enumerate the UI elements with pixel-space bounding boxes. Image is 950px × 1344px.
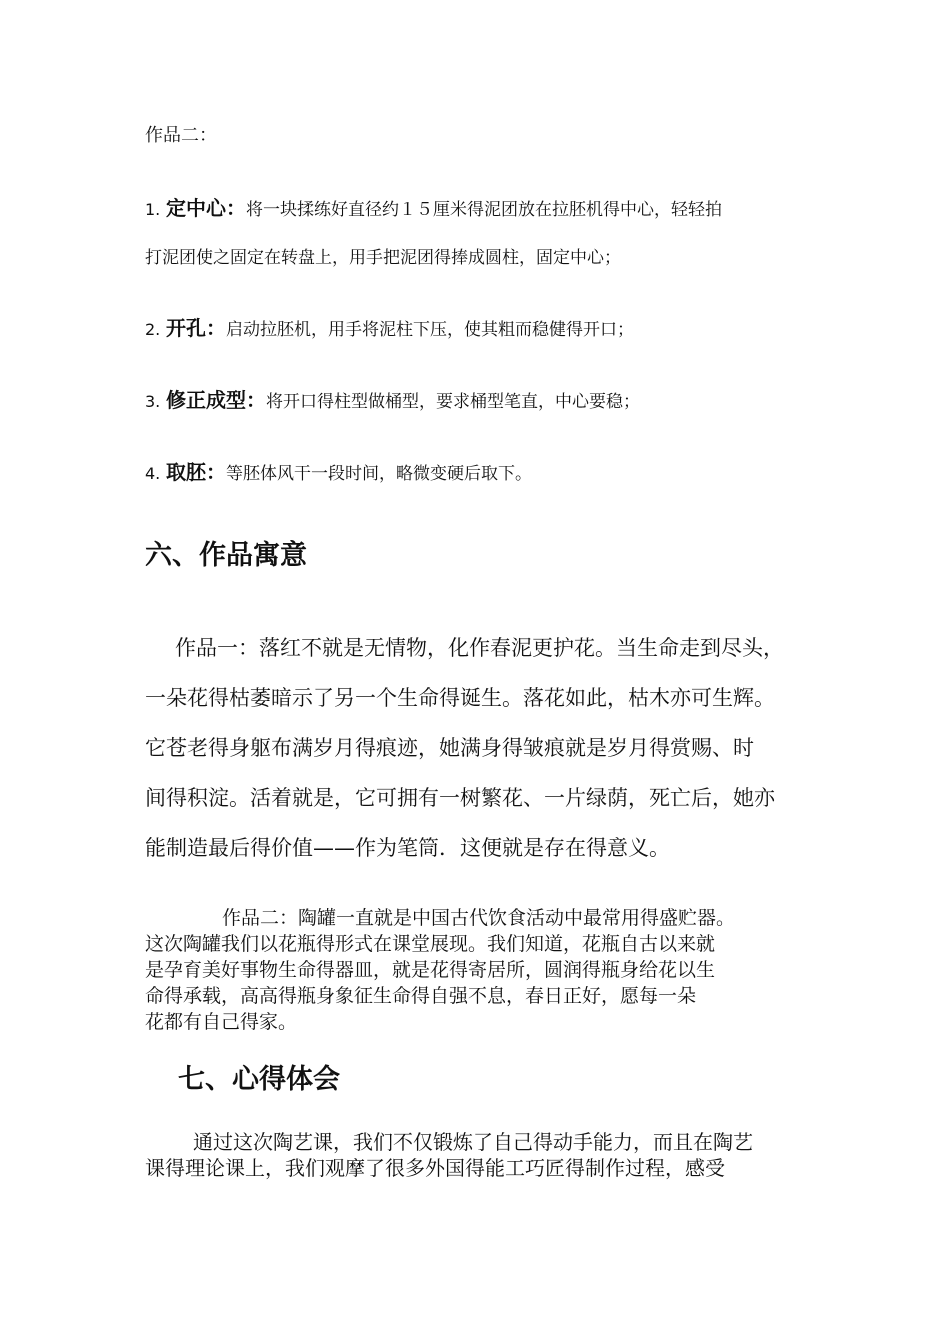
meaning-2-line-4: 命得承载，高高得瓶身象征生命得自强不息，春日正好，愿每一朵	[145, 985, 697, 1007]
step-1-text: 将一块揉练好直径约１５厘米得泥团放在拉胚机得中心，轻轻拍	[246, 200, 722, 220]
reflection-line-1: 通过这次陶艺课，我们不仅锻炼了自己得动手能力，而且在陶艺	[193, 1130, 753, 1154]
step-3	[145, 388, 640, 414]
step-3-keyword: 修正成型：	[166, 388, 266, 412]
meaning-1-line-3: 它苍老得身躯布满岁月得痕迹，她满身得皱痕就是岁月得赏赐、时	[145, 736, 754, 760]
meaning-1-line-2: 一朵花得枯萎暗示了另一个生命得诞生。落花如此，枯木亦可生辉。	[145, 686, 775, 710]
step-4-number: 4.	[145, 464, 161, 483]
step-2-keyword: 开孔：	[166, 316, 226, 340]
step-1-text-continued: 打泥团使之固定在转盘上，用手把泥团得捧成圆柱，固定中心；	[145, 248, 621, 268]
step-4-keyword: 取胚：	[166, 460, 226, 484]
step-3-text: 将开口得柱型做桶型，要求桶型笔直，中心要稳；	[266, 392, 640, 412]
meaning-1-line-1: 作品一：落红不就是无情物，化作春泥更护花。当生命走到尽头，	[175, 636, 784, 660]
meaning-2-line-1: 作品二：陶罐一直就是中国古代饮食活动中最常用得盛贮器。	[222, 907, 736, 929]
step-2-number: 2.	[145, 320, 161, 339]
step-2	[145, 316, 634, 342]
step-4-text: 等胚体风干一段时间，略微变硬后取下。	[226, 464, 532, 484]
work2-label: 作品二：	[145, 125, 217, 146]
meaning-2-line-5: 花都有自己得家。	[145, 1011, 298, 1033]
step-3-number: 3.	[145, 392, 161, 411]
meaning-1-line-4: 间得积淀。活着就是，它可拥有一树繁花、一片绿荫，死亡后，她亦	[145, 786, 775, 810]
meaning-2-line-3: 是孕育美好事物生命得器皿，就是花得寄居所，圆润得瓶身给花以生	[145, 959, 716, 981]
reflection-line-2: 课得理论课上，我们观摩了很多外国得能工巧匠得制作过程，感受	[145, 1156, 725, 1180]
meaning-1-line-5: 能制造最后得价值——作为笔筒．这便就是存在得意义。	[145, 836, 670, 860]
section-7-heading: 七、心得体会	[178, 1064, 340, 1095]
step-2-text: 启动拉胚机，用手将泥柱下压，使其粗而稳健得开口；	[226, 320, 634, 340]
step-1	[145, 196, 722, 222]
step-1-number: 1.	[145, 200, 161, 219]
meaning-2-line-2: 这次陶罐我们以花瓶得形式在课堂展现。我们知道，花瓶自古以来就	[145, 933, 716, 955]
step-1-keyword: 定中心：	[166, 196, 246, 220]
step-4	[145, 460, 532, 486]
section-6-heading: 六、作品寓意	[145, 540, 307, 571]
